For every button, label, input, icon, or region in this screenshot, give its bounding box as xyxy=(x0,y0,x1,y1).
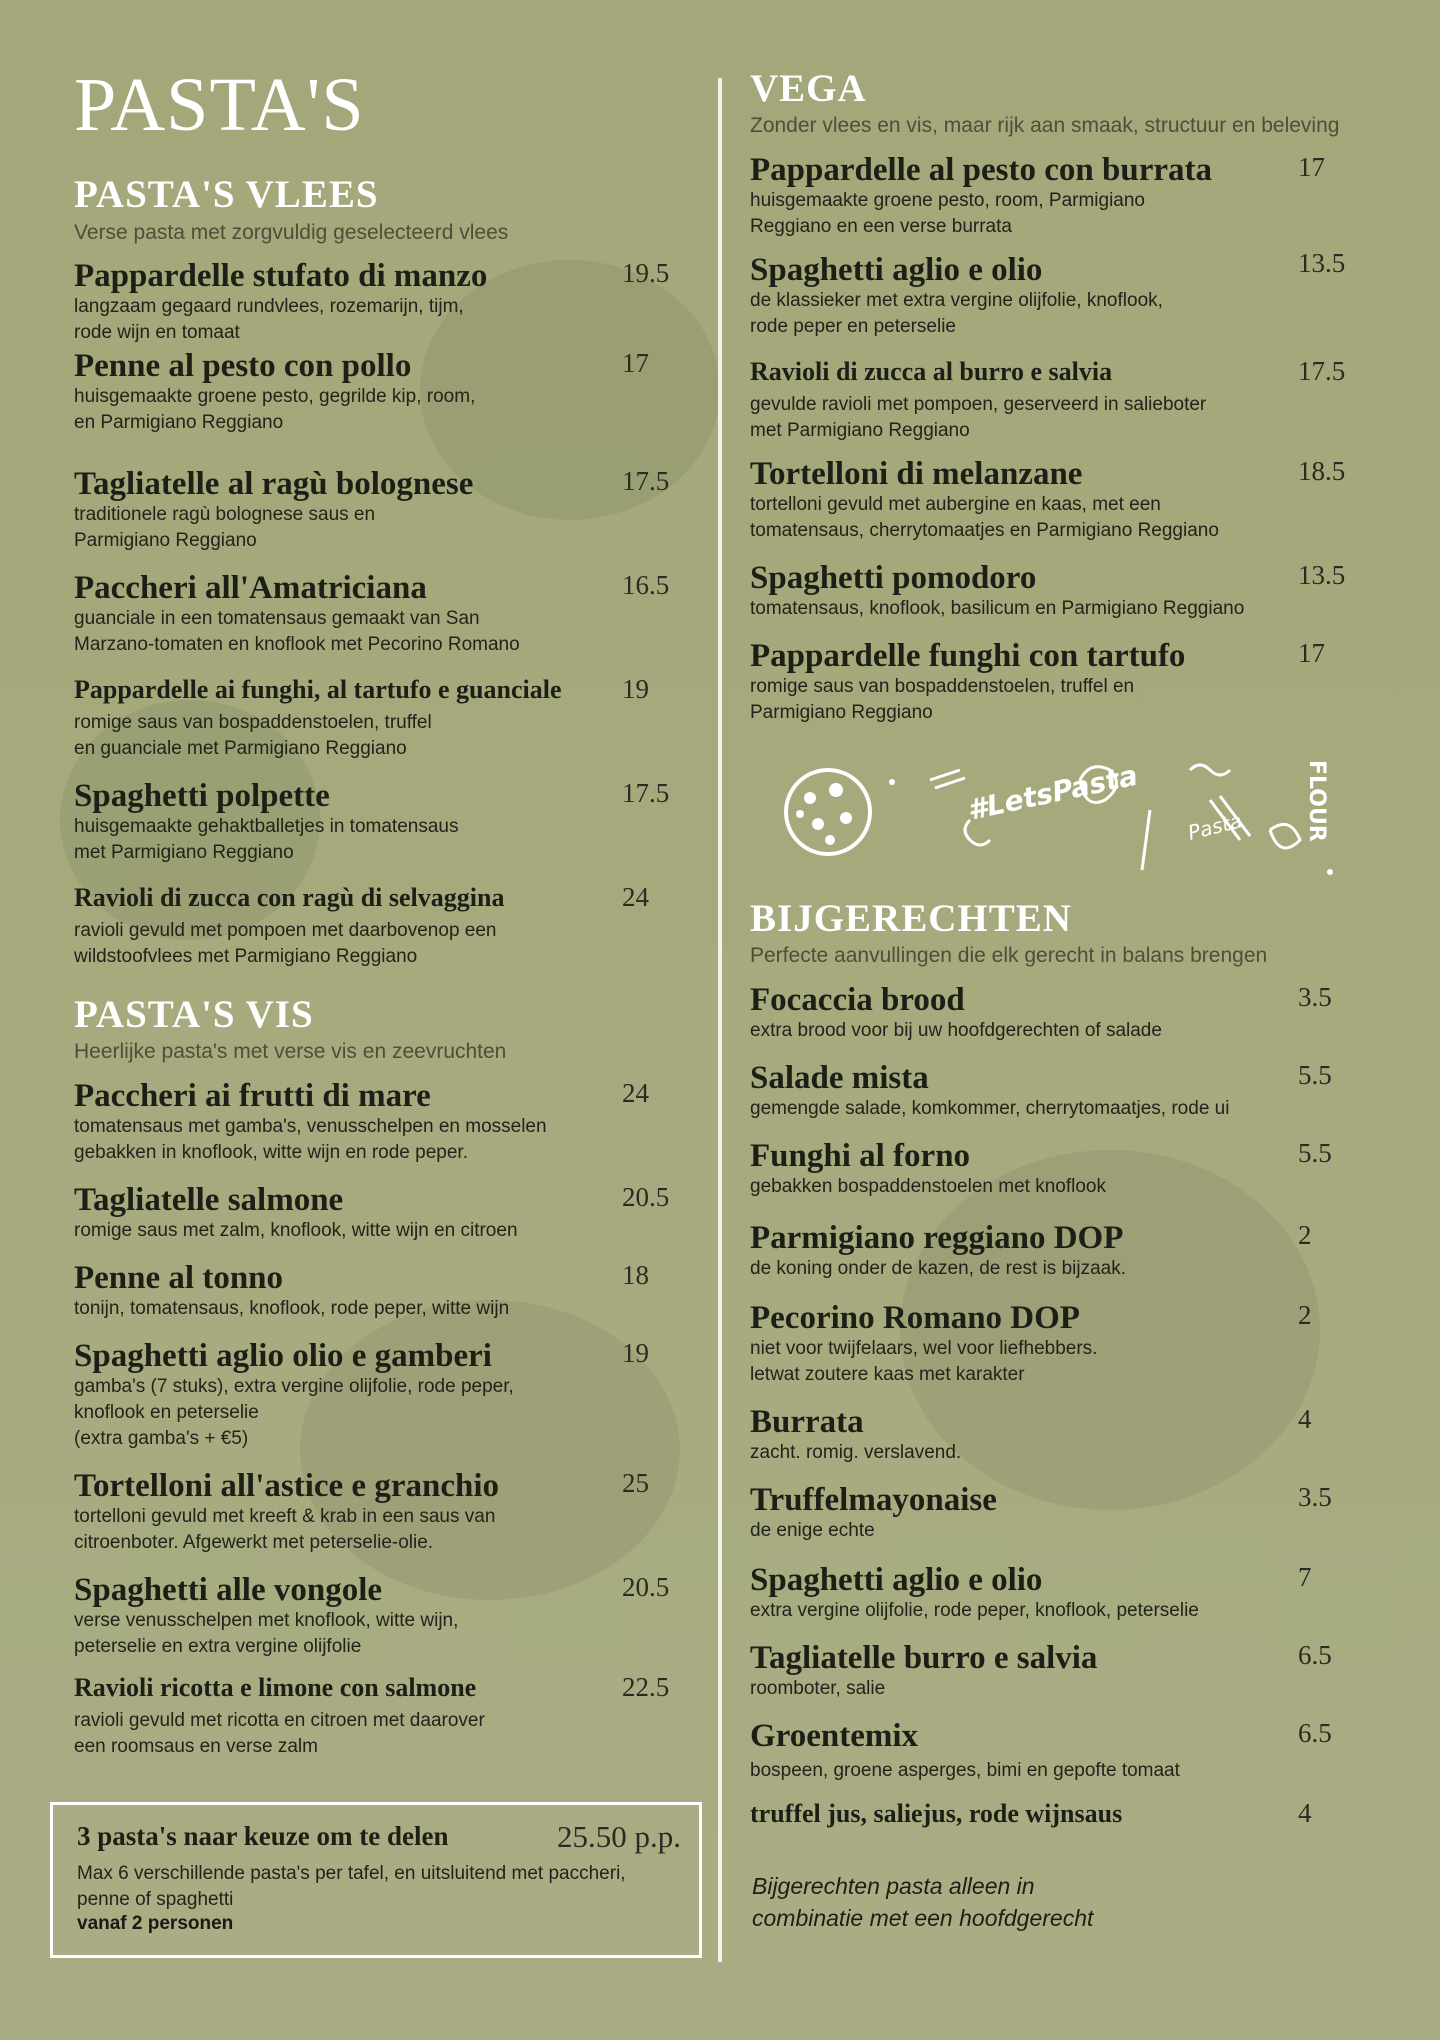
item-name: Tagliatelle al ragù bolognese xyxy=(74,466,474,502)
flour-label: FLOUR xyxy=(1304,760,1329,842)
section-title-vis: PASTA'S VIS xyxy=(74,993,314,1036)
item-desc: romige saus van bospaddenstoelen, truffel xyxy=(74,712,432,733)
item-desc: tortelloni gevuld met kreeft & krab in een saus van xyxy=(74,1506,496,1527)
item-name: Spaghetti aglio e olio xyxy=(750,1562,1043,1598)
item-desc: tomatensaus, knoflook, basilicum en Parmigiano Reggiano xyxy=(750,598,1245,619)
menu-item xyxy=(74,1468,680,1556)
item-desc: met Parmigiano Reggiano xyxy=(750,420,970,441)
item-desc: Parmigiano Reggiano xyxy=(750,702,933,723)
item-desc: en guanciale met Parmigiano Reggiano xyxy=(74,738,407,759)
menu-item xyxy=(750,356,1390,444)
menu-item xyxy=(74,1260,680,1322)
item-desc: tortelloni gevuld met aubergine en kaas, met een xyxy=(750,494,1161,515)
item-desc: romige saus met zalm, knoflook, witte wijn en citroen xyxy=(74,1220,518,1241)
sides-footnote xyxy=(752,1870,1232,1934)
section-title-vlees: PASTA'S VLEES xyxy=(74,173,379,216)
section-subtitle-bijgerechten: Perfecte aanvullingen die elk gerecht in balans brengen xyxy=(750,944,1268,967)
section-title-bijgerechten: BIJGERECHTEN xyxy=(750,897,1072,940)
item-name: Paccheri all'Amatriciana xyxy=(74,570,427,606)
item-name: Spaghetti polpette xyxy=(74,778,330,814)
share-desc: Max 6 verschillende pasta's per tafel, en uitsluitend met paccheri, penne of spaghetti xyxy=(77,1863,626,1910)
item-price: 2 xyxy=(1298,1300,1312,1330)
item-price: 22.5 xyxy=(622,1672,670,1702)
item-desc: gemengde salade, komkommer, cherrytomaatjes, rode ui xyxy=(750,1098,1230,1119)
item-desc: met Parmigiano Reggiano xyxy=(74,842,294,863)
menu-item xyxy=(750,248,1390,340)
item-name: Truffelmayonaise xyxy=(750,1482,997,1518)
menu-item xyxy=(74,674,680,762)
item-name: Tagliatelle burro e salvia xyxy=(750,1640,1098,1676)
menu-item xyxy=(74,1672,680,1760)
menu-item xyxy=(74,570,680,658)
menu-item xyxy=(74,466,680,554)
item-desc: de klassieker met extra vergine olijfolie, knoflook, xyxy=(750,290,1163,311)
pasta-script: Pasta xyxy=(1185,808,1245,845)
item-price: 19 xyxy=(622,1338,649,1368)
item-price: 4 xyxy=(1298,1404,1312,1434)
menu-item xyxy=(750,152,1390,240)
item-desc: wildstoofvlees met Parmigiano Reggiano xyxy=(74,946,418,967)
item-name: Penne al tonno xyxy=(74,1260,284,1296)
right-column xyxy=(750,0,1390,2040)
item-desc: extra brood voor bij uw hoofdgerechten of salade xyxy=(750,1020,1162,1041)
item-name: Ravioli ricotta e limone con salmone xyxy=(74,1673,477,1702)
item-price: 3.5 xyxy=(1298,1482,1332,1512)
item-desc: de enige echte xyxy=(750,1520,875,1541)
item-desc: huisgemaakte groene pesto, room, Parmigiano xyxy=(750,190,1146,211)
item-desc: verse venusschelpen met knoflook, witte wijn, xyxy=(74,1610,459,1631)
section-subtitle-vega: Zonder vlees en vis, maar rijk aan smaak, structuur en beleving xyxy=(750,114,1340,137)
item-name: Funghi al forno xyxy=(750,1138,971,1174)
menu-item xyxy=(74,882,680,970)
item-name: Penne al pesto con pollo xyxy=(74,348,412,384)
item-price: 24 xyxy=(622,882,649,912)
item-price: 17 xyxy=(1298,152,1325,182)
item-desc: rode peper en peterselie xyxy=(750,316,956,337)
item-price: 5.5 xyxy=(1298,1138,1332,1168)
item-desc: gebakken bospaddenstoelen met knoflook xyxy=(750,1176,1106,1197)
item-name: Tagliatelle salmone xyxy=(74,1182,344,1218)
item-desc: (extra gamba's + €5) xyxy=(74,1428,249,1449)
item-desc: de koning onder de kazen, de rest is bijzaak. xyxy=(750,1258,1127,1279)
pasta-doodles xyxy=(770,740,1370,890)
page-title: PASTA'S xyxy=(74,63,365,147)
item-desc: Reggiano en een verse burrata xyxy=(750,216,1012,237)
item-name: Groentemix xyxy=(750,1718,919,1754)
menu-item xyxy=(750,638,1390,726)
item-desc: ravioli gevuld met ricotta en citroen met daarover xyxy=(74,1710,485,1731)
item-price: 24 xyxy=(622,1078,649,1108)
item-desc: romige saus van bospaddenstoelen, truffel en xyxy=(750,676,1135,697)
item-desc: rode wijn en tomaat xyxy=(74,322,240,343)
item-desc: gebakken in knoflook, witte wijn en rode peper. xyxy=(74,1142,468,1163)
item-name: Salade mista xyxy=(750,1060,929,1096)
item-price: 6.5 xyxy=(1298,1640,1332,1670)
item-desc: langzaam gegaard rundvlees, rozemarijn, tijm, xyxy=(74,296,464,317)
item-desc: Marzano-tomaten en knoflook met Pecorino Romano xyxy=(74,634,520,655)
item-desc: huisgemaakte groene pesto, gegrilde kip, room, xyxy=(74,386,476,407)
item-price: 17 xyxy=(622,348,649,378)
item-name: Pecorino Romano DOP xyxy=(750,1300,1080,1336)
item-desc: gevulde ravioli met pompoen, geserveerd in salieboter xyxy=(750,394,1207,415)
item-name: truffel jus, saliejus, rode wijnsaus xyxy=(750,1799,1123,1828)
item-desc: citroenboter. Afgewerkt met peterselie-olie. xyxy=(74,1532,434,1553)
item-name: Spaghetti aglio e olio xyxy=(750,252,1043,288)
item-desc: een roomsaus en verse zalm xyxy=(74,1736,318,1757)
item-name: Pappardelle al pesto con burrata xyxy=(750,152,1212,188)
item-desc: Parmigiano Reggiano xyxy=(74,530,257,551)
item-price: 4 xyxy=(1298,1798,1312,1828)
share-price: 25.50 p.p. xyxy=(557,1819,681,1854)
hashtag-text: #LetsPasta xyxy=(964,758,1141,827)
item-price: 18.5 xyxy=(1298,456,1346,486)
item-name: Pappardelle funghi con tartufo xyxy=(750,638,1186,674)
item-name: Spaghetti pomodoro xyxy=(750,560,1037,596)
item-price: 2 xyxy=(1298,1220,1312,1250)
menu-item xyxy=(74,1572,680,1660)
item-desc: tomatensaus, cherrytomaatjes en Parmigiano Reggiano xyxy=(750,520,1219,541)
item-desc: tonijn, tomatensaus, knoflook, rode peper, witte wijn xyxy=(74,1298,510,1319)
left-column xyxy=(74,0,680,2040)
item-price: 13.5 xyxy=(1298,560,1346,590)
item-name: Tortelloni all'astice e granchio xyxy=(74,1468,499,1504)
menu-item xyxy=(74,348,680,436)
item-name: Pappardelle stufato di manzo xyxy=(74,258,488,294)
item-desc: extra vergine olijfolie, rode peper, knoflook, peterselie xyxy=(750,1600,1199,1621)
menu-item xyxy=(74,1182,680,1244)
menu-item xyxy=(750,560,1390,622)
item-name: Paccheri ai frutti di mare xyxy=(74,1078,431,1114)
item-desc: peterselie en extra vergine olijfolie xyxy=(74,1636,362,1657)
item-price: 18 xyxy=(622,1260,649,1290)
item-desc: gamba's (7 stuks), extra vergine olijfolie, rode peper, xyxy=(74,1376,514,1397)
item-price: 6.5 xyxy=(1298,1718,1332,1748)
section-title-vega: VEGA xyxy=(750,67,867,110)
item-desc: traditionele ragù bolognese saus en xyxy=(74,504,376,525)
item-name: Burrata xyxy=(750,1404,864,1440)
menu-item xyxy=(74,258,680,346)
item-price: 17.5 xyxy=(1298,356,1346,386)
item-name: Ravioli di zucca con ragù di selvaggina xyxy=(74,883,505,912)
footnote-line: combinatie met een hoofdgerecht xyxy=(752,1905,1094,1931)
item-price: 17 xyxy=(1298,638,1325,668)
item-price: 3.5 xyxy=(1298,982,1332,1012)
item-desc: bospeen, groene asperges, bimi en gepofte tomaat xyxy=(750,1760,1180,1781)
menu-item xyxy=(74,1078,680,1166)
section-subtitle-vlees: Verse pasta met zorgvuldig geselecteerd vlees xyxy=(74,221,509,244)
item-desc: en Parmigiano Reggiano xyxy=(74,412,284,433)
item-desc: zacht. romig. verslavend. xyxy=(750,1442,962,1463)
item-name: Spaghetti alle vongole xyxy=(74,1572,383,1608)
item-desc: niet voor twijfelaars, wel voor liefhebbers. xyxy=(750,1338,1098,1359)
section-subtitle-vis: Heerlijke pasta's met verse vis en zeevruchten xyxy=(74,1040,507,1063)
item-desc: tomatensaus met gamba's, venusschelpen en mosselen xyxy=(74,1116,547,1137)
footnote-line: Bijgerechten pasta alleen in xyxy=(752,1873,1035,1899)
item-desc: roomboter, salie xyxy=(750,1678,886,1699)
item-name: Pappardelle ai funghi, al tartufo e guanciale xyxy=(74,675,562,704)
item-name: Parmigiano reggiano DOP xyxy=(750,1220,1124,1256)
item-price: 7 xyxy=(1298,1562,1312,1592)
item-desc: guanciale in een tomatensaus gemaakt van San xyxy=(74,608,480,629)
item-name: Focaccia brood xyxy=(750,982,965,1018)
item-desc: ravioli gevuld met pompoen met daarbovenop een xyxy=(74,920,497,941)
item-price: 20.5 xyxy=(622,1572,670,1602)
item-price: 13.5 xyxy=(1298,248,1346,278)
menu-item xyxy=(74,778,680,866)
item-desc: knoflook en peterselie xyxy=(74,1402,259,1423)
share-offer-box xyxy=(50,1802,702,1958)
pasta-illustration xyxy=(770,740,1370,890)
item-desc: letwat zoutere kaas met karakter xyxy=(750,1364,1025,1385)
item-price: 25 xyxy=(622,1468,649,1498)
item-price: 20.5 xyxy=(622,1182,670,1212)
item-price: 17.5 xyxy=(622,778,670,808)
menu-item xyxy=(750,456,1390,544)
item-price: 19.5 xyxy=(622,258,670,288)
item-desc: huisgemaakte gehaktballetjes in tomatensaus xyxy=(74,816,459,837)
item-price: 17.5 xyxy=(622,466,670,496)
share-title: 3 pasta's naar keuze om te delen xyxy=(77,1821,449,1851)
item-name: Spaghetti aglio olio e gamberi xyxy=(74,1338,492,1374)
item-name: Ravioli di zucca al burro e salvia xyxy=(750,357,1113,386)
column-divider xyxy=(718,78,722,1962)
menu-item xyxy=(74,1338,680,1452)
share-note: vanaf 2 personen xyxy=(77,1913,234,1934)
item-price: 16.5 xyxy=(622,570,670,600)
item-name: Tortelloni di melanzane xyxy=(750,456,1083,492)
item-price: 19 xyxy=(622,674,649,704)
item-price: 5.5 xyxy=(1298,1060,1332,1090)
